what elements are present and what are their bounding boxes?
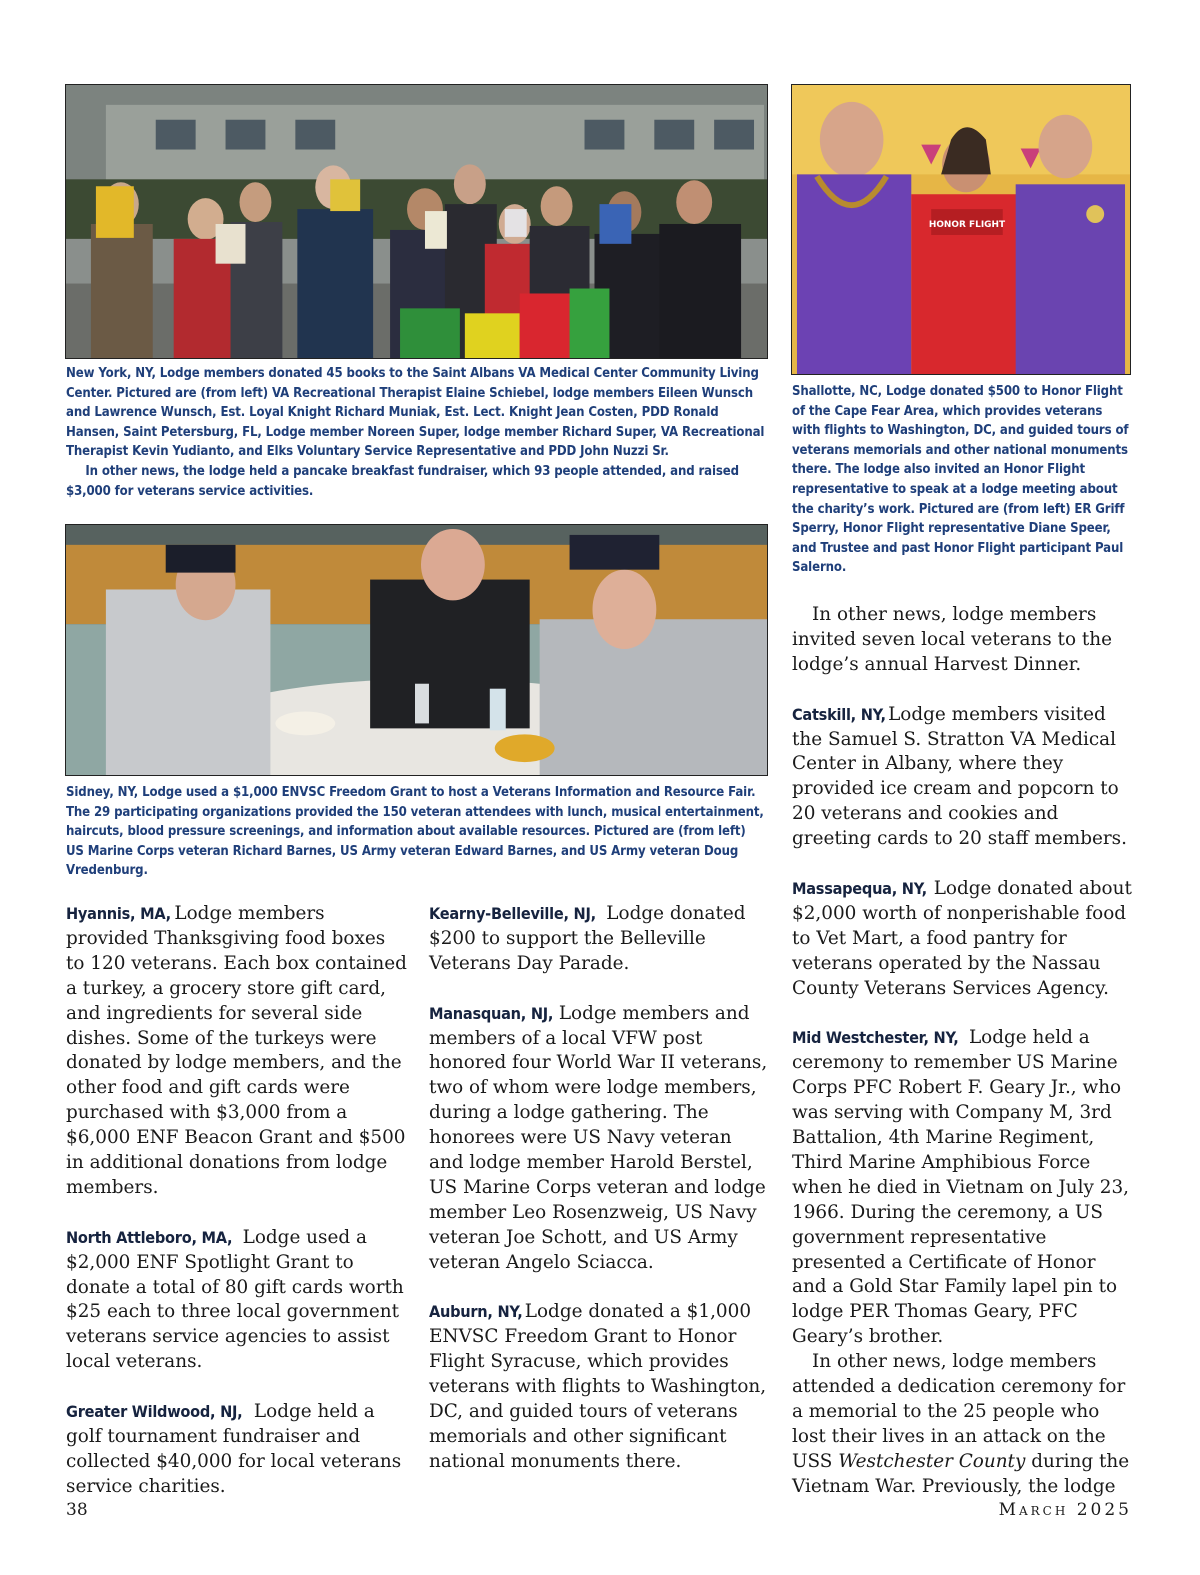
column-1	[66, 902, 408, 1500]
brief-place: Kearny-Belleville, NJ,	[429, 904, 596, 923]
issue-date: March 2025	[998, 1500, 1132, 1520]
column-3	[792, 603, 1134, 1500]
brief-auburn	[429, 1300, 771, 1474]
brief-text: Lodge donated a $1,000 ENVSC Freedom Grant to Honor Flight Syracuse, which provides veterans with flights to Washington, DC, and guided tours of veterans memorials and other significant national monuments there.	[429, 1301, 767, 1472]
brief-greater-wildwood	[66, 1400, 408, 1500]
new-york-photo	[65, 84, 768, 359]
caption-text-2: In other news, the lodge held a pancake breakfast fundraiser, which 93 people attended, and raised $3,000 for veterans service activities.	[66, 463, 739, 499]
caption-place: Shallotte, NC,	[792, 384, 882, 399]
brief-text: Lodge members visited the Samuel S. Stratton VA Medical Center in Albany, where they provided ice cream and popcorn to 20 veterans and cookies and greeting cards to 20 staff members.	[792, 703, 1127, 850]
shallotte-continued: In other news, lodge members invited seven local veterans to the lodge’s annual Harvest Dinner.	[792, 604, 1112, 675]
brief-place: Catskill, NY,	[792, 704, 886, 724]
brief-catskill	[792, 703, 1134, 852]
brief-mid-westchester-more	[792, 1350, 1134, 1499]
brief-place: Hyannis, MA,	[66, 904, 171, 923]
caption-text: Lodge donated $500 to Honor Flight of the Cape Fear Area, which provides veterans with flights to Washington, DC, and guided tours of veterans memorials and other national monuments there. The lodge also invited an Honor Flight representative to speak at a lodge meeting about the charity’s work. Pictured are (from left) ER Griff Sperry, Honor Flight representative Diane Speer, and Trustee and past Honor Flight participant Paul Salerno.	[792, 384, 1129, 576]
brief-north-attleboro	[66, 1226, 408, 1375]
shallotte-caption	[792, 382, 1132, 578]
caption-text: Lodge members donated 45 books to the Saint Albans VA Medical Center Community Living Center. Pictured are (from left) VA Recreational Therapist Elaine Schiebel, lodge members Eileen Wunsch and Lawrence Wunsch, Est. Loyal Knight Richard Muniak, Est. Lect. Knight Jean Costen, PDD Ronald Hansen, Saint Petersburg, FL, Lodge member Noreen Super, lodge member Richard Super, VA Recreational Therapist Kevin Yudianto, and Elks Voluntary Service Representative and PDD John Nuzzi Sr.	[66, 366, 765, 460]
brief-text: Lodge donated about $2,000 worth of nonperishable food to Vet Mart, a food pantry for veterans operated by the Nassau County Veterans Services Agency.	[792, 877, 1132, 999]
brief-text: Lodge used a $2,000 ENF Spotlight Grant to donate a total of 80 gift cards worth $25 each to three local government veterans service agencies to assist local veterans.	[66, 1226, 404, 1373]
brief-place: Auburn, NY,	[429, 1302, 523, 1322]
shallotte-photo-illustration	[792, 85, 1130, 374]
brief-place: Massapequa, NY,	[792, 878, 927, 898]
caption-text: Lodge used a $1,000 ENVSC Freedom Grant to host a Veterans Information and Resource Fair. The 29 participating organizations provided the 150 veteran attendees with lunch, musical entertainment, haircuts, blood pressure screenings, and information about available resources. Pictured are (from left) US Marine Corps veteran Richard Barnes, US Army veteran Edward Barnes, and US Army veteran Doug Vredenburg.	[66, 785, 764, 879]
page-number: 38	[66, 1500, 88, 1520]
brief-place: Manasquan, NJ,	[429, 1003, 554, 1023]
new-york-caption	[66, 364, 766, 501]
brief-hyannis	[66, 902, 408, 1201]
brief-place: Greater Wildwood, NJ,	[66, 1402, 243, 1422]
new-york-photo-illustration	[66, 85, 767, 358]
brief-text: Lodge members and members of a local VFW post honored four World War II veterans, two of whom were lodge members, during a lodge gathering. The honorees were US Navy veteran and lodge member Harold Berstel, US Marine Corps veteran and lodge member Leo Rosenzweig, US Navy veteran Joe Schott, and US Army veteran Angelo Sciacca.	[429, 1002, 768, 1273]
caption-place: New York, NY,	[66, 366, 156, 381]
shallotte-photo	[791, 84, 1131, 375]
brief-massapequa	[792, 877, 1134, 1002]
ship-name: Westchester County	[838, 1450, 1026, 1472]
sidney-photo-illustration	[66, 525, 767, 775]
caption-place: Sidney, NY,	[66, 785, 139, 800]
brief-text: Lodge members provided Thanksgiving food boxes to 120 veterans. Each box contained a turkey, a grocery store gift card, and ingredients for several side dishes. Some of the turkeys were donated by lodge members, and the other food and gift cards were purchased with $3,000 from a $6,000 ENF Beacon Grant and $500 in additional donations from lodge members.	[66, 903, 407, 1198]
brief-text: Lodge held a golf tournament fundraiser and collected $40,000 for local veterans service charities.	[66, 1401, 402, 1497]
brief-text: during the Vietnam War. Previously, the lodge	[792, 1450, 1130, 1497]
brief-text: Lodge donated $200 to support the Belleville Veterans Day Parade.	[429, 903, 746, 974]
brief-place: Mid Westchester, NY,	[792, 1028, 959, 1048]
brief-mid-westchester	[792, 1026, 1134, 1350]
brief-text: In other news, lodge members attended a dedication ceremony for a memorial to the 25 people who lost their lives in an attack on the USS	[792, 1351, 1126, 1472]
brief-kearny-belleville	[429, 902, 771, 977]
brief-place: North Attleboro, MA,	[66, 1227, 233, 1247]
brief-text: Lodge held a ceremony to remember US Marine Corps PFC Robert F. Geary Jr., who was serving with Company M, 3rd Battalion, 4th Marine Regiment, Third Marine Amphibious Force when he died in Vietnam on July 23, 1966. During the ceremony, a US government representative presented a Certificate of Honor and a Gold Star Family lapel pin to lodge PER Thomas Geary, PFC Geary’s brother.	[792, 1027, 1130, 1348]
brief-manasquan	[429, 1002, 771, 1276]
column-2	[429, 902, 771, 1475]
sidney-caption	[66, 783, 766, 881]
shirt-text: HONOR FLIGHT	[928, 220, 1006, 231]
sidney-photo	[65, 524, 768, 776]
